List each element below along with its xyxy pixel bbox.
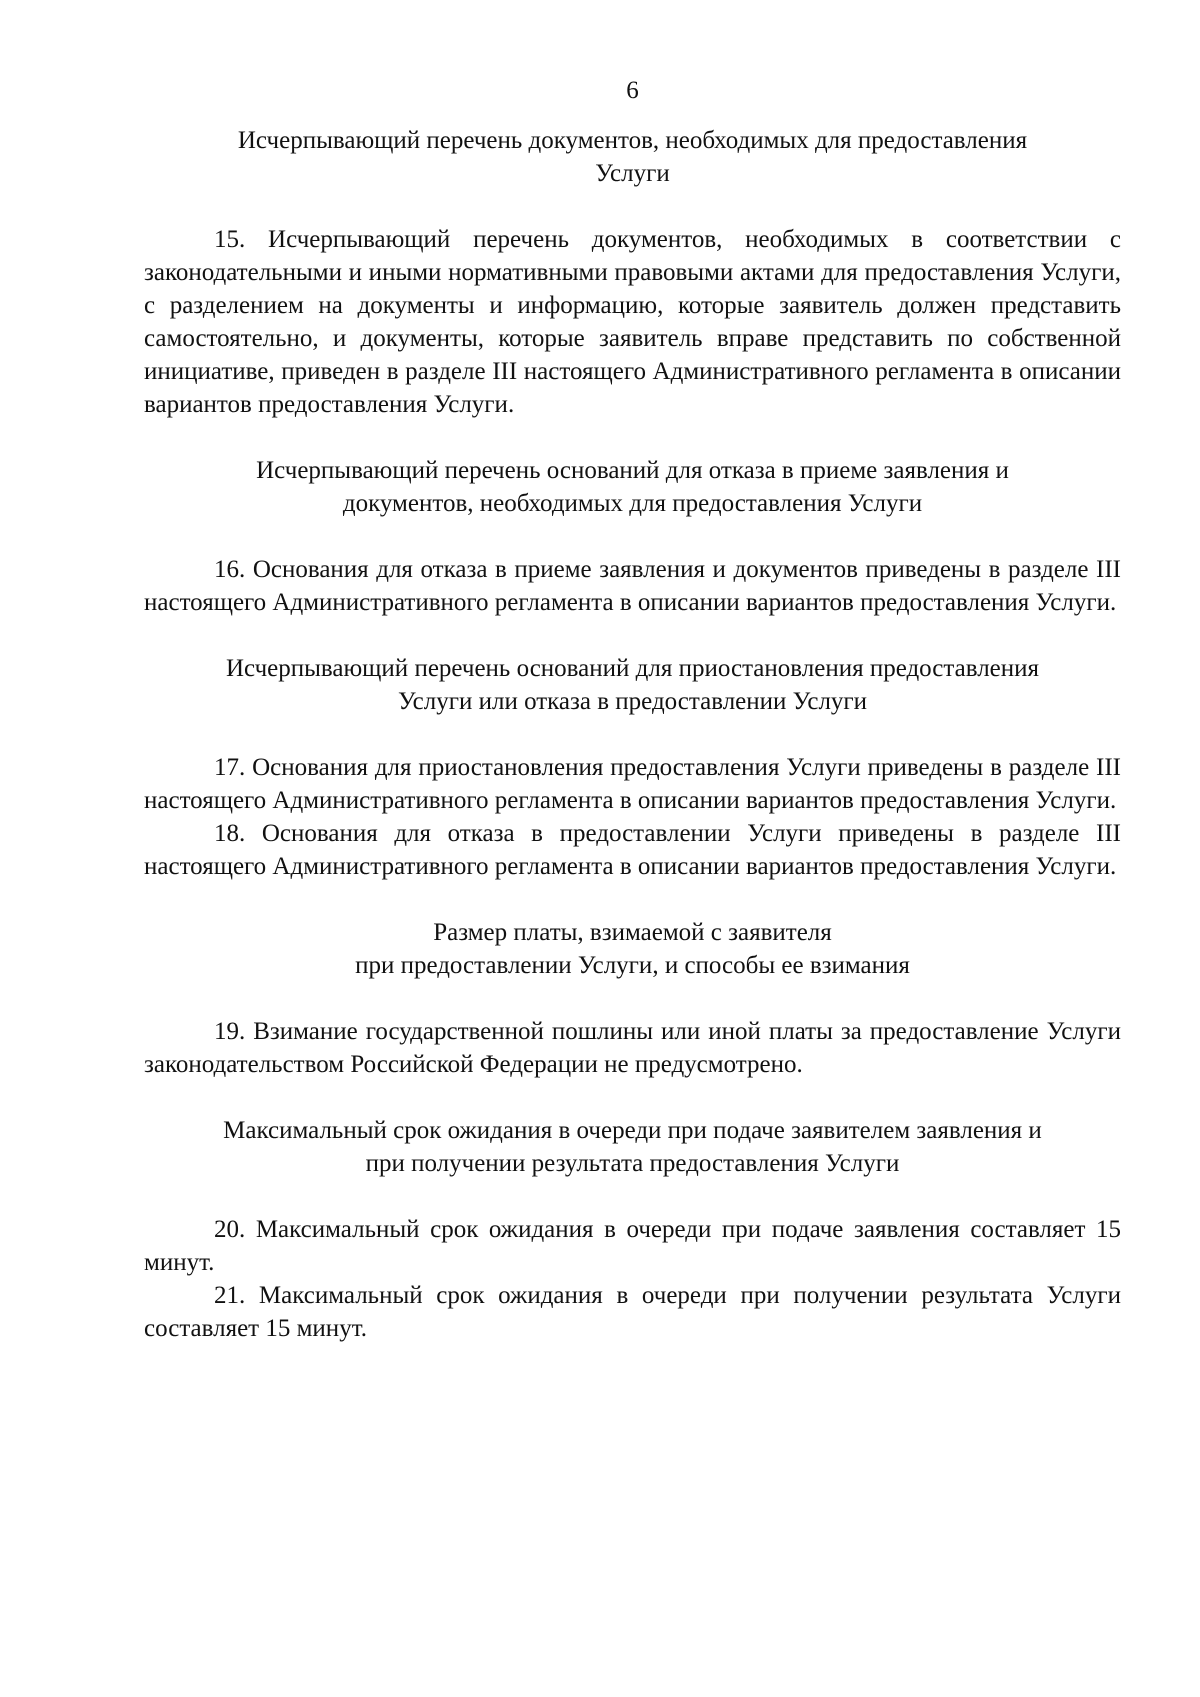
- heading-line: при предоставлении Услуги, и способы ее взимания: [355, 952, 910, 979]
- section-heading-suspension: [144, 652, 1121, 718]
- heading-line: Исчерпывающий перечень оснований для приостановления предоставления: [225, 655, 1040, 682]
- heading-line: Услуги или отказа в предоставлении Услуги: [397, 688, 868, 715]
- heading-line: Исчерпывающий перечень оснований для отказа в приеме заявления и: [256, 457, 1009, 484]
- paragraph-21: 21. Максимальный срок ожидания в очереди при получении результата Услуги составляет 15 минут.: [144, 1282, 1121, 1342]
- section-heading-refusal-acceptance: [144, 454, 1121, 520]
- heading-line: документов, необходимых для предоставления Услуги: [342, 490, 923, 517]
- paragraph-15: 15. Исчерпывающий перечень документов, необходимых в соответствии с законодательными и иными нормативными правовыми актами для предоставления Услуги, с разделением на документы и информацию, которые заявитель должен представить самостоятельно, и документы, которые заявитель вправе представить по собственной инициативе, приведен в разделе III настоящего Административного регламента в описании вариантов предоставления Услуги.: [144, 226, 1121, 418]
- page-number: 6: [626, 77, 639, 104]
- paragraph-19: 19. Взимание государственной пошлины или иной платы за предоставление Услуги законодательством Российской Федерации не предусмотрено.: [144, 1018, 1121, 1078]
- heading-line: Исчерпывающий перечень документов, необходимых для предоставления: [237, 127, 1028, 154]
- section-heading-documents: [144, 124, 1121, 190]
- paragraph-18: 18. Основания для отказа в предоставлении Услуги приведены в разделе III настоящего Административного регламента в описании вариантов предоставления Услуги.: [144, 820, 1121, 880]
- heading-line: Максимальный срок ожидания в очереди при подаче заявителем заявления и: [223, 1117, 1042, 1144]
- heading-line: Размер платы, взимаемой с заявителя: [433, 919, 832, 946]
- paragraph-16: 16. Основания для отказа в приеме заявления и документов приведены в разделе III настоящего Административного регламента в описании вариантов предоставления Услуги.: [144, 556, 1121, 616]
- heading-line: Услуги: [595, 160, 670, 187]
- paragraph-17: 17. Основания для приостановления предоставления Услуги приведены в разделе III настоящего Административного регламента в описании вариантов предоставления Услуги.: [144, 754, 1121, 814]
- heading-line: при получении результата предоставления Услуги: [365, 1150, 900, 1177]
- section-heading-fee: [144, 916, 1121, 982]
- paragraph-20: 20. Максимальный срок ожидания в очереди при подаче заявления составляет 15 минут.: [144, 1216, 1121, 1276]
- section-heading-queue-time: [144, 1114, 1121, 1180]
